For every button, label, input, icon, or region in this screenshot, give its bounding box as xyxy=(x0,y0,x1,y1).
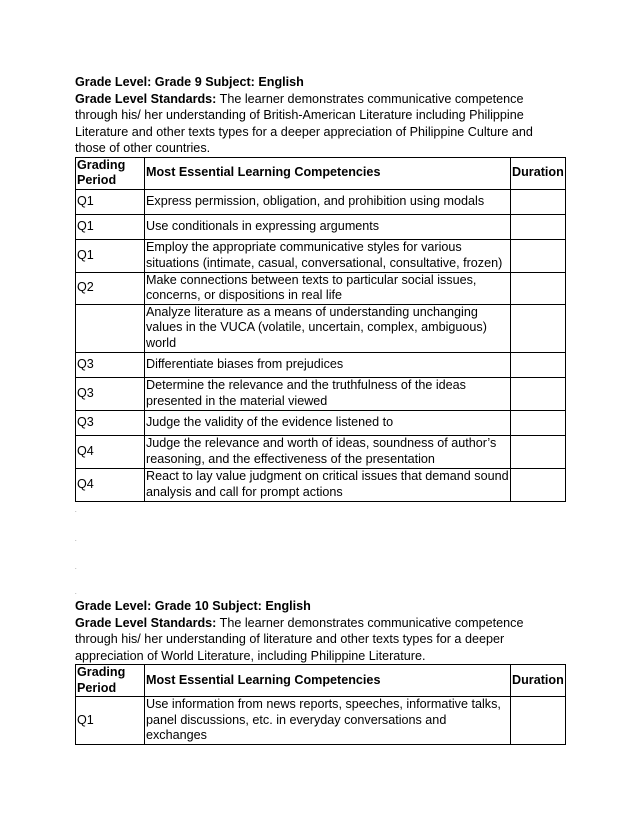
table-header-row xyxy=(76,665,566,697)
header-grading-period: Grading Period xyxy=(76,157,145,189)
table-row xyxy=(76,435,566,468)
duration-cell xyxy=(511,352,566,377)
header-duration: Duration xyxy=(511,665,566,697)
grading-period-cell: Q1 xyxy=(76,214,145,239)
separator-mark: . xyxy=(75,508,77,514)
grading-period-cell: Q1 xyxy=(76,189,145,214)
duration-cell xyxy=(511,410,566,435)
table-row xyxy=(76,377,566,410)
grading-period-cell xyxy=(76,304,145,352)
grade9-standards-label: Grade Level Standards: xyxy=(75,91,217,106)
grading-period-cell: Q1 xyxy=(76,239,145,272)
grading-period-cell: Q4 xyxy=(76,468,145,501)
duration-cell xyxy=(511,697,566,745)
duration-cell xyxy=(511,189,566,214)
competency-cell: Judge the validity of the evidence listened to xyxy=(145,410,511,435)
table-row xyxy=(76,214,566,239)
grading-period-cell: Q3 xyxy=(76,377,145,410)
competency-cell: Make connections between texts to particular social issues, concerns, or dispositions in real life xyxy=(145,272,511,304)
grading-period-cell: Q3 xyxy=(76,410,145,435)
grading-period-cell: Q1 xyxy=(76,697,145,745)
grade9-section xyxy=(75,74,567,502)
competency-cell: Determine the relevance and the truthfulness of the ideas presented in the material viewed xyxy=(145,377,511,410)
competency-cell: Judge the relevance and worth of ideas, soundness of author’s reasoning, and the effectiveness of the presentation xyxy=(145,435,511,468)
grade10-heading: Grade Level: Grade 10 Subject: English xyxy=(75,599,311,613)
header-competencies: Most Essential Learning Competencies xyxy=(145,665,511,697)
table-row xyxy=(76,410,566,435)
table-header-row xyxy=(76,157,566,189)
competency-cell: Use information from news reports, speeches, informative talks, panel discussions, etc. in everyday conversations and exchanges xyxy=(145,697,511,745)
competency-cell: React to lay value judgment on critical issues that demand sound analysis and call for prompt actions xyxy=(145,468,511,501)
separator-mark: . xyxy=(75,537,77,543)
table-row xyxy=(76,304,566,352)
table-row xyxy=(76,352,566,377)
grade9-heading: Grade Level: Grade 9 Subject: English xyxy=(75,75,304,89)
table-row xyxy=(76,239,566,272)
duration-cell xyxy=(511,468,566,501)
grade9-competency-table xyxy=(75,157,566,502)
duration-cell xyxy=(511,435,566,468)
table-row xyxy=(76,468,566,501)
grade10-standards xyxy=(75,615,567,665)
competency-cell: Analyze literature as a means of understanding unchanging values in the VUCA (volatile, uncertain, complex, ambiguous) world xyxy=(145,304,511,352)
grading-period-cell: Q4 xyxy=(76,435,145,468)
grade10-section xyxy=(75,598,567,745)
separator-mark: . xyxy=(75,590,77,596)
duration-cell xyxy=(511,239,566,272)
header-grading-period: Grading Period xyxy=(76,665,145,697)
duration-cell xyxy=(511,304,566,352)
grade10-competency-table xyxy=(75,664,566,745)
grading-period-cell: Q2 xyxy=(76,272,145,304)
table-row xyxy=(76,697,566,745)
grade9-standards xyxy=(75,91,567,157)
duration-cell xyxy=(511,214,566,239)
duration-cell xyxy=(511,377,566,410)
grading-period-cell: Q3 xyxy=(76,352,145,377)
competency-cell: Differentiate biases from prejudices xyxy=(145,352,511,377)
header-competencies: Most Essential Learning Competencies xyxy=(145,157,511,189)
competency-cell: Use conditionals in expressing arguments xyxy=(145,214,511,239)
duration-cell xyxy=(511,272,566,304)
table-row xyxy=(76,189,566,214)
table-row xyxy=(76,272,566,304)
competency-cell: Employ the appropriate communicative styles for various situations (intimate, casual, conversational, consultative, frozen) xyxy=(145,239,511,272)
separator-mark: . xyxy=(75,565,77,571)
grade9-standards-text: The learner demonstrates communicative competence through his/ her understanding of British-American Literature including Philippine Literature and other texts types for a deeper appreciation of Philippine Culture and those of other countries. xyxy=(75,91,533,155)
competency-cell: Express permission, obligation, and prohibition using modals xyxy=(145,189,511,214)
grade10-standards-label: Grade Level Standards: xyxy=(75,615,217,630)
grade10-standards-text: The learner demonstrates communicative competence through his/ her understanding of literature and other texts types for a deeper appreciation of World Literature, including Philippine Literature. xyxy=(75,615,524,663)
header-duration: Duration xyxy=(511,157,566,189)
